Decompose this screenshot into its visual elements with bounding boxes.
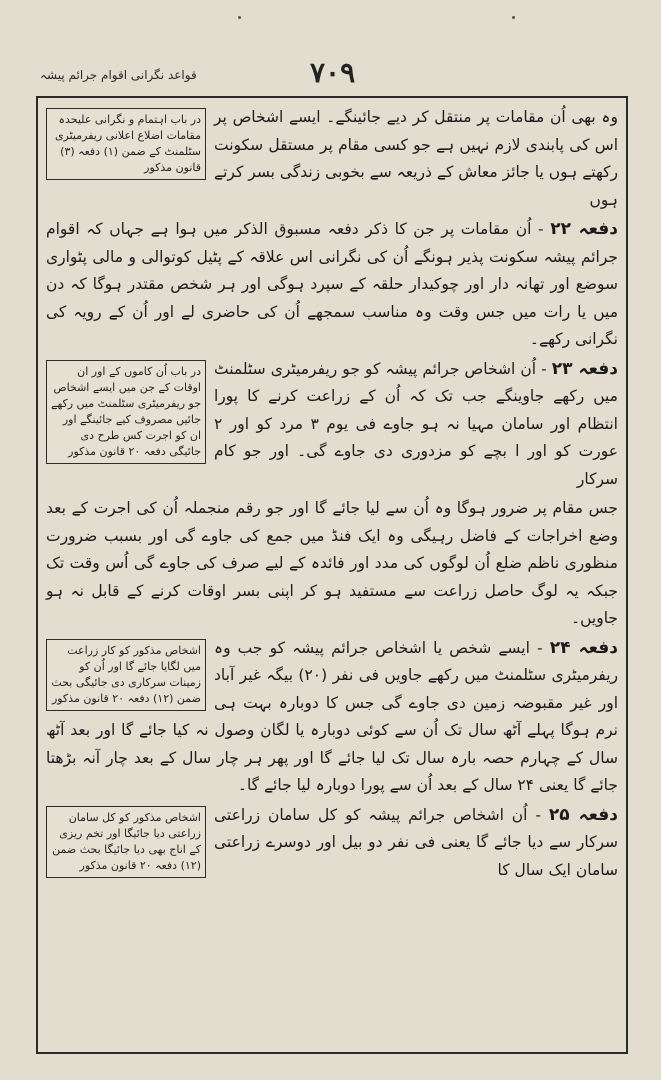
paper-speck [238, 16, 241, 19]
page-number: ۷۰۹ [310, 56, 356, 89]
paragraph [46, 104, 618, 214]
paragraph-text: جس مقام پر ضرور ہوگا وہ اُن سے لیا جائے گا اور جو رقم منجملہ اُن کی اجرت کے بعد وضع اخراجات کے فاضل رہیگی وہ ایک فنڈ میں جمع کی جاوے گی اور بسبب ضرورت منظوری ناظم ضلع اُن لوگوں کی مدد اور فائدہ کے لیے صرف کی جاوے گی اُس وقت تک جبکہ یہ لوگ حاصل زراعت سے مستفید ہو کر اپنی بسر اوقات کرنے کے قابل نہ ہو جاویں۔ [46, 499, 618, 627]
paragraph-text: اُن مقامات پر جن کا ذکر دفعہ مسبوق الذکر میں ہوا ہے جہاں کہ اقوام جرائم پیشہ سکونت پذیر ہونگے اُن کی نگرانی اس علاقہ کے پٹیل کوتوالی و مالی پٹواری سوضع اور تھانہ دار اور چوکیدار حلقہ کے سپرد ہوگی اور ہر شخص مقتدر ہوگا کہ دن میں یا رات میں جس وقت وہ مناسب سمجھے اُن کی حاضری لے اور اُن کے رویہ کی نگرانی رکھے۔ [46, 220, 618, 348]
section-heading: دفعہ ۲۳ [551, 358, 618, 379]
margin-note: اشخاص مذکور کو کل سامان زراعتی دیا جائیگا اور تخم ریزی کے اناج بھی دیا جائیگا بحث ضمن (۱۲) دفعہ ۲۰ قانون مذکور [46, 806, 206, 878]
running-title: قواعد نگرانی اقوام جرائم پیشہ [40, 68, 197, 82]
section-heading: دفعہ ۲۲ [550, 219, 618, 239]
paragraph: اشخاص مذکور کو کار زراعت میں لگایا جائے گا اور اُن کو زمینات سرکاری دی جائیگی بحث ضمن (۱۲) دفعہ ۲۰ قانون مذکور دفعہ ۲۴ - ایسے شخص یا اشخاص جرائم پیشہ کو جب وہ ریفرمیٹری سٹلمنٹ میں رکھے جاویں فی نفر (۲۰) بیگہ غیر آباد اور غیر مقبوضہ زمین دی جاوے گی جس کا دوبارہ بہت ہی نرم ہوگا پہلے آٹھ سال تک اُن سے کوئی دوبارہ یا لگان وصول نہ کیا جائے گا اور بعد آٹھ سال کے چہارم حصہ بارہ سال تک لیا جائے گا اور پھر ہر چار سال کے بعد چار آنہ بڑھتا جائے گا یعنی ۲۴ سال کے بعد اُن سے پورا دوبارہ لیا جائے گا۔ [46, 637, 619, 794]
paragraph-text: اُن اشخاص جرائم پیشہ کو جو ریفرمیٹری سٹلمنٹ میں رکھے جاوینگے جب تک کہ اُن کے زراعت کرنے کا پورا انتظام اور سامان مہیا نہ ہو جاوے فی یوم ۳ مرد کو اور ۲ عورت کو اور ا بچے کو مزدوری دی جاوے گی۔ اور جو کام سرکار [214, 359, 618, 488]
paragraph: دفعہ ۲۲ - اُن مقامات پر جن کا ذکر دفعہ مسبوق الذکر میں ہوا ہے جہاں کہ اقوام جرائم پیشہ سکونت پذیر ہونگے اُن کی نگرانی اس علاقہ کے پٹیل کوتوالی و مالی پٹواری سوضع اور تھانہ دار اور چوکیدار حلقہ کے سپرد ہوگی اور ہر شخص مقتدر ہوگا کہ دن میں یا رات میں جس وقت وہ مناسب سمجھے اُن کی حاضری لے اور اُن کے رویہ کی نگرانی رکھے۔ [46, 219, 618, 348]
paragraph-text: اُن اشخاص جرائم پیشہ کو کل سامان زراعتی سرکار سے دیا جائے گا یعنی فی نفر دو بیل اور دوسرے زراعتی سامان ایک سال کا [214, 805, 618, 879]
section-heading: دفعہ ۲۴ [549, 637, 618, 658]
margin-note: در باب اُن کاموں کے اور ان اوقات کے جن میں ایسے اشخاص جو ریفرمیٹری سٹلمنٹ میں رکھے جائیں مصروف کیے جائینگے اور ان کو اجرت کس طرح دی جائیگی دفعہ ۲۰ قانون مذکور [46, 360, 206, 464]
paragraph: اشخاص مذکور کو کل سامان زراعتی دیا جائیگا اور تخم ریزی کے اناج بھی دیا جائیگا بحث ضمن (۱۲) دفعہ ۲۰ قانون مذکور دفعہ ۲۵ - اُن اشخاص جرائم پیشہ کو کل سامان زراعتی سرکار سے دیا جائے گا یعنی فی نفر دو بیل اور دوسرے زراعتی سامان ایک سال کا [46, 802, 618, 885]
body-text [46, 104, 618, 886]
paper-speck [512, 16, 515, 19]
section-heading: دفعہ ۲۵ [548, 804, 618, 825]
paragraph: در باب اُن کاموں کے اور ان اوقات کے جن میں ایسے اشخاص جو ریفرمیٹری سٹلمنٹ میں رکھے جائیں مصروف کیے جائینگے اور ان کو اجرت کس طرح دی جائیگی دفعہ ۲۰ قانون مذکور دفعہ ۲۳ - اُن اشخاص جرائم پیشہ کو جو ریفرمیٹری سٹلمنٹ میں رکھے جاوینگے جب تک کہ اُن کے زراعت کرنے کا پورا انتظام اور سامان مہیا نہ ہو جاوے فی یوم ۳ مرد کو اور ۲ عورت کو اور ا بچے کو مزدوری دی جاوے گی۔ اور جو کام سرکار [46, 356, 618, 494]
margin-note: اشخاص مذکور کو کار زراعت میں لگایا جائے گا اور اُن کو زمینات سرکاری دی جائیگی بحث ضمن (۱۲) دفعہ ۲۰ قانون مذکور [46, 639, 206, 711]
margin-note: در باب اہتمام و نگرانی علیحدہ مقامات اضلاع اعلانی ریفرمیٹری سٹلمنٹ کے ضمن (۱) دفعہ (۳) قانون مذکور [46, 108, 206, 180]
paragraph-text: ایسے شخص یا اشخاص جرائم پیشہ کو جب وہ ریفرمیٹری سٹلمنٹ میں رکھے جاویں فی نفر (۲۰) بیگہ غیر آباد اور غیر مقبوضہ زمین دی جاوے گی جس کا دوبارہ بہت ہی نرم ہوگا پہلے آٹھ سال تک اُن سے کوئی دوبارہ یا لگان وصول نہ کیا جائے گا اور بعد آٹھ سال کے چہارم حصہ بارہ سال تک لیا جائے گا اور پھر ہر چار سال کے بعد چار آنہ بڑھتا جائے گا یعنی ۲۴ سال کے بعد اُن سے پورا دوبارہ لیا جائے گا۔ [46, 638, 619, 794]
page-header [40, 50, 631, 100]
paragraph-text: وہ بھی اُن مقامات پر منتقل کر دیے جائینگے۔ ایسے اشخاص پر اس کی پابندی لازم نہیں ہے جو کسی مقام پر مستقل سکونت رکھتے ہوں یا جائز معاش کے ذریعہ سے بخوبی زندگی بسر کرتے ہوں [214, 108, 618, 209]
paragraph [46, 495, 618, 633]
